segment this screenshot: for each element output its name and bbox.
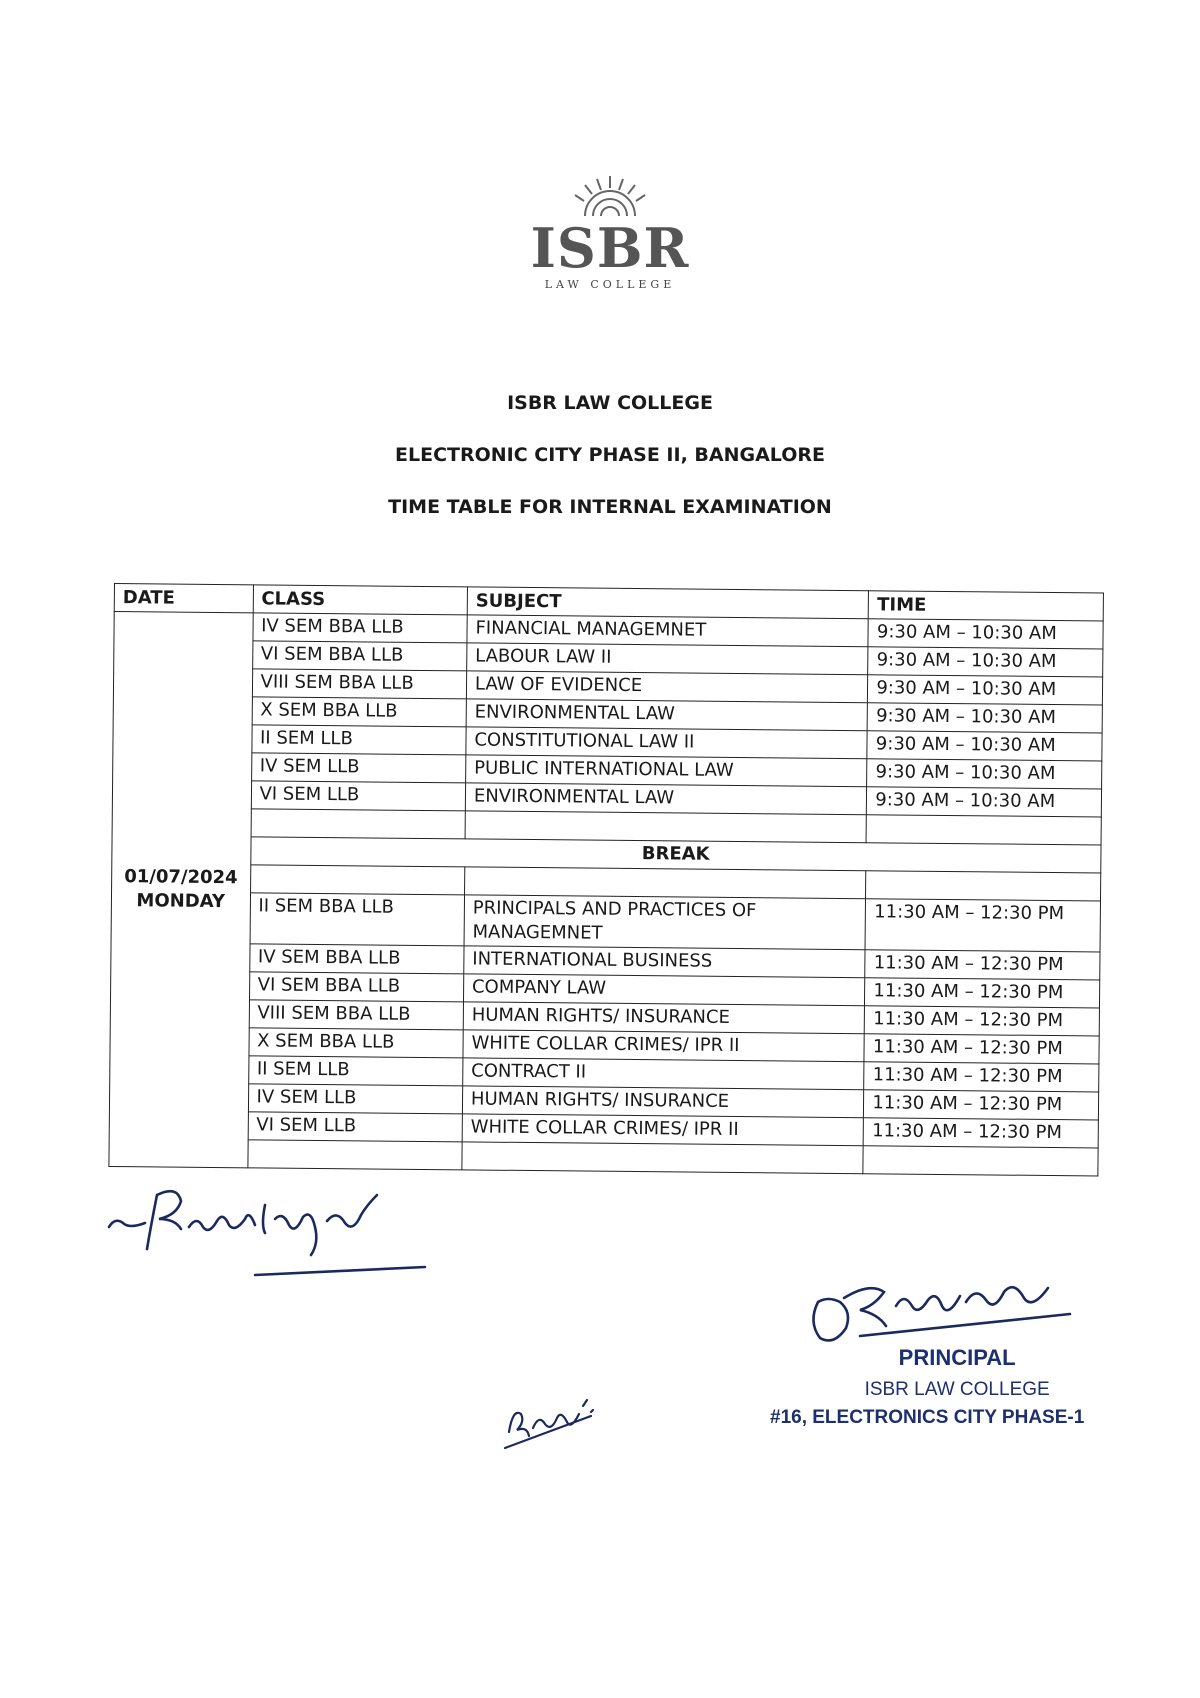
time-cell: 9:30 AM – 10:30 AM bbox=[867, 787, 1102, 817]
faculty-signature bbox=[105, 1175, 465, 1285]
time-cell: 9:30 AM – 10:30 AM bbox=[868, 619, 1103, 649]
class-cell: II SEM LLB bbox=[251, 725, 466, 755]
table-body bbox=[109, 612, 1103, 1176]
document-title: TIME TABLE FOR INTERNAL EXAMINATION bbox=[388, 496, 832, 518]
time-cell: 9:30 AM – 10:30 AM bbox=[868, 647, 1103, 677]
subject-cell: ENVIRONMENTAL LAW bbox=[466, 699, 868, 731]
college-location: ELECTRONIC CITY PHASE II, BANGALORE bbox=[395, 444, 825, 466]
time-cell: 11:30 AM – 12:30 PM bbox=[864, 1062, 1099, 1092]
time-cell: 11:30 AM – 12:30 PM bbox=[865, 899, 1100, 952]
time-cell: 9:30 AM – 10:30 AM bbox=[868, 675, 1103, 705]
time-cell: 11:30 AM – 12:30 PM bbox=[864, 1090, 1099, 1120]
column-header-subject: SUBJECT bbox=[467, 587, 869, 619]
hod-signature bbox=[495, 1378, 605, 1458]
blank-cell bbox=[251, 809, 466, 839]
subject-cell: ENVIRONMENTAL LAW bbox=[465, 783, 867, 815]
stamp-college: ISBR LAW COLLEGE bbox=[864, 1379, 1050, 1400]
class-cell: IV SEM BBA LLB bbox=[249, 944, 464, 974]
sunburst-icon bbox=[555, 172, 665, 220]
college-logo bbox=[520, 172, 700, 291]
exam-day: MONDAY bbox=[136, 890, 226, 913]
subject-cell: WHITE COLLAR CRIMES/ IPR II bbox=[463, 1030, 865, 1062]
exam-date: 01/07/2024 bbox=[124, 866, 238, 889]
table-row bbox=[111, 891, 1100, 951]
class-cell: IV SEM LLB bbox=[248, 1084, 463, 1114]
blank-cell bbox=[866, 871, 1101, 901]
subject-cell: WHITE COLLAR CRIMES/ IPR II bbox=[462, 1114, 864, 1146]
principal-stamp bbox=[770, 1345, 1085, 1429]
subject-cell: CONTRACT II bbox=[463, 1058, 865, 1090]
class-cell: X SEM BBA LLB bbox=[252, 697, 467, 727]
logo-tagline: LAW COLLEGE bbox=[544, 278, 676, 291]
class-cell: VI SEM BBA LLB bbox=[252, 641, 467, 671]
subject-cell: INTERNATIONAL BUSINESS bbox=[464, 946, 866, 978]
college-name: ISBR LAW COLLEGE bbox=[507, 392, 713, 414]
class-cell: IV SEM LLB bbox=[251, 753, 466, 783]
blank-cell bbox=[247, 1140, 462, 1170]
time-cell: 11:30 AM – 12:30 PM bbox=[865, 978, 1100, 1008]
class-cell: VIII SEM BBA LLB bbox=[252, 669, 467, 699]
subject-cell: CONSTITUTIONAL LAW II bbox=[466, 727, 868, 759]
subject-cell: PRINCIPALS AND PRACTICES OF MANAGEMNET bbox=[464, 895, 866, 950]
time-cell: 9:30 AM – 10:30 AM bbox=[867, 731, 1102, 761]
class-cell: II SEM LLB bbox=[248, 1056, 463, 1086]
time-cell: 9:30 AM – 10:30 AM bbox=[867, 759, 1102, 789]
exam-timetable bbox=[108, 583, 1104, 1176]
blank-cell bbox=[866, 815, 1101, 845]
column-header-date: DATE bbox=[114, 584, 253, 613]
subject-cell: LAW OF EVIDENCE bbox=[466, 671, 868, 703]
class-cell: VI SEM BBA LLB bbox=[249, 972, 464, 1002]
class-cell: VI SEM LLB bbox=[248, 1112, 463, 1142]
class-cell: IV SEM BBA LLB bbox=[252, 613, 467, 643]
subject-cell: HUMAN RIGHTS/ INSURANCE bbox=[463, 1002, 865, 1034]
stamp-title: PRINCIPAL bbox=[898, 1345, 1016, 1370]
class-cell: VI SEM LLB bbox=[251, 781, 466, 811]
time-cell: 11:30 AM – 12:30 PM bbox=[863, 1118, 1098, 1148]
blank-cell bbox=[464, 867, 866, 899]
class-cell: VIII SEM BBA LLB bbox=[249, 1000, 464, 1030]
time-cell: 11:30 AM – 12:30 PM bbox=[865, 950, 1100, 980]
subject-cell: PUBLIC INTERNATIONAL LAW bbox=[466, 755, 868, 787]
time-cell: 11:30 AM – 12:30 PM bbox=[865, 1006, 1100, 1036]
class-cell: X SEM BBA LLB bbox=[248, 1028, 463, 1058]
blank-cell bbox=[863, 1146, 1098, 1176]
subject-cell: COMPANY LAW bbox=[463, 974, 865, 1006]
stamp-address: #16, ELECTRONICS CITY PHASE-1 bbox=[770, 1407, 1085, 1428]
principal-signature bbox=[800, 1262, 1090, 1352]
column-header-class: CLASS bbox=[253, 585, 468, 615]
column-header-time: TIME bbox=[869, 591, 1104, 621]
time-cell: 9:30 AM – 10:30 AM bbox=[867, 703, 1102, 733]
subject-cell: FINANCIAL MANAGEMNET bbox=[467, 615, 869, 647]
logo-wordmark: ISBR bbox=[530, 216, 690, 280]
subject-cell: HUMAN RIGHTS/ INSURANCE bbox=[462, 1086, 864, 1118]
break-label: BREAK bbox=[250, 837, 1101, 873]
time-cell: 11:30 AM – 12:30 PM bbox=[864, 1034, 1099, 1064]
date-cell bbox=[109, 612, 253, 1168]
class-cell: II SEM BBA LLB bbox=[250, 893, 465, 946]
blank-cell bbox=[250, 865, 465, 895]
blank-cell bbox=[465, 811, 867, 843]
subject-cell: LABOUR LAW II bbox=[467, 643, 869, 675]
blank-cell bbox=[462, 1142, 864, 1174]
